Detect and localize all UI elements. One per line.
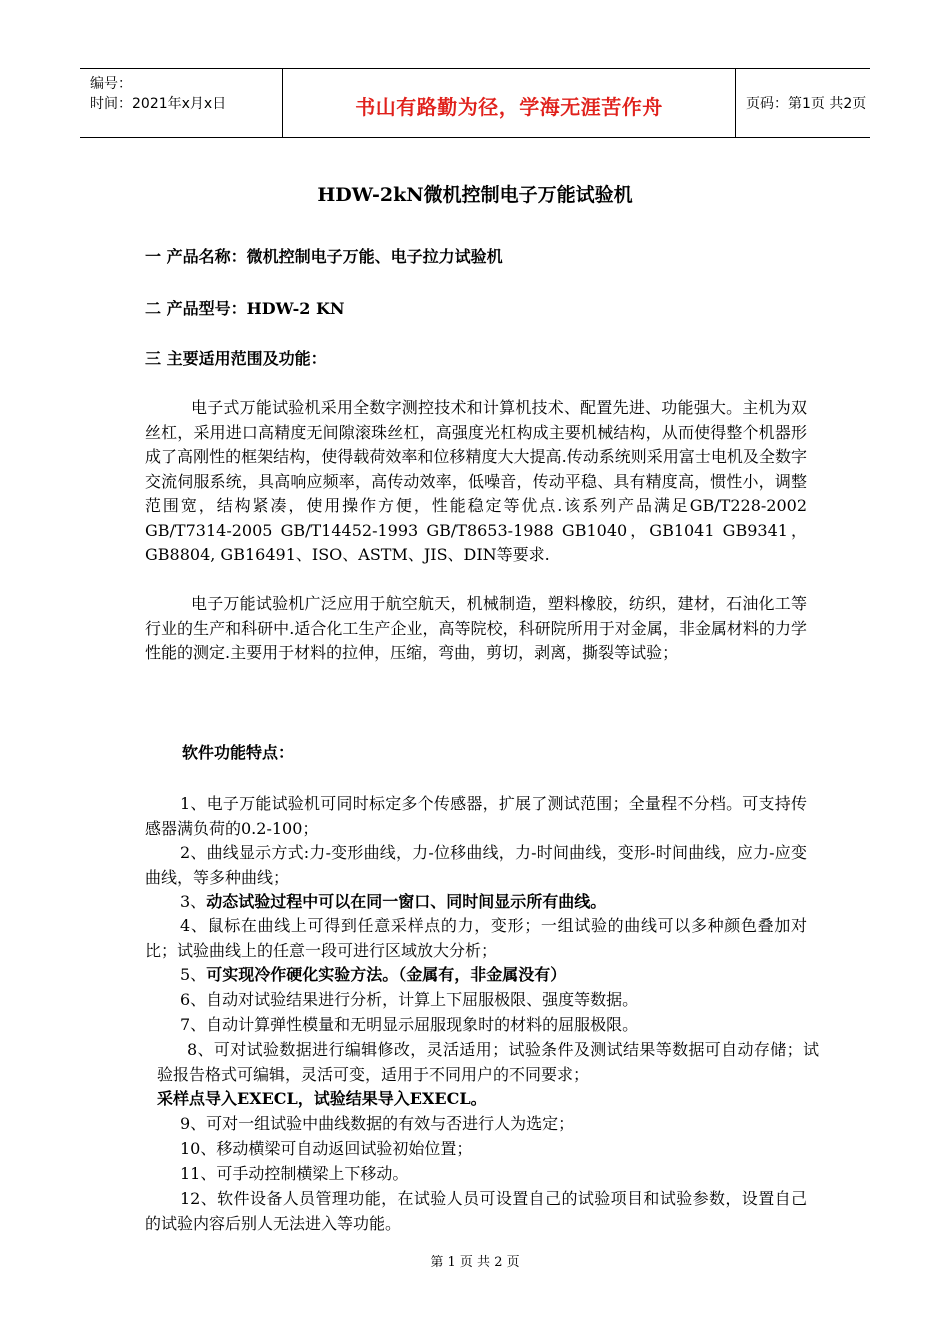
feature-5-number: 5、 [180, 965, 207, 984]
page-footer: 第 1 页 共 2 页 [430, 1255, 520, 1270]
section-product-model: 二 产品型号：HDW-2 KN [145, 299, 345, 318]
paragraph-description: 电子式万能试验机采用全数字测控技术和计算机技术、配置先进、功能强大。主机为双丝杠，采用进口高精度无间隙滚珠丝杠，高强度光杠构成主要机械结构，从而使得整个机器形成了高刚性的框架结构，使得载荷效率和位移精度大大提高.传动系统则采用富士电机及全数字交流伺服系统，具高响应频率，高传动效率，低噪音，传动平稳、具有精度高，惯性小，调整范围宽，结构紧凑，使用操作方便，性能稳定等优点.该系列产品满足GB/T228-2002 GB/T7314-2005 GB/T14452-1993 GB/T8653-1988 GB1040，GB1041 GB9341，GB8804, GB16491、ISO、ASTM、JIS、DIN等要求. [145, 398, 807, 564]
feature-item-10: 10、移动横梁可自动返回试验初始位置； [180, 1139, 473, 1158]
motto-text: 书山有路勤为径，学海无涯苦作舟 [355, 95, 663, 119]
feature-3-number: 3、 [180, 892, 207, 911]
feature-item-8-bold: 采样点导入EXECL，试验结果导入EXECL。 [157, 1089, 487, 1108]
feature-3-bold-text: 动态试验过程中可以在同一窗口、同时间显示所有曲线。 [206, 892, 607, 911]
feature-item-9: 9、可对一组试验中曲线数据的有效与否进行人为选定； [180, 1114, 575, 1133]
feature-item-8: 8、可对试验数据进行编辑修改，灵活适用；试验条件及测试结果等数据可自动存储；试验报告格式可编辑，灵活可变，适用于不同用户的不同要求； [157, 1040, 819, 1084]
feature-5-bold-text: 可实现冷作硬化实验方法。（金属有，非金属没有） [206, 965, 567, 984]
document-title: HDW-2kN微机控制电子万能试验机 [317, 184, 633, 206]
page-number-info: 页码：第1页 共2页 [746, 96, 867, 112]
feature-item-6: 6、自动对试验结果进行分析，计算上下屈服极限、强度等数据。 [180, 990, 639, 1009]
feature-item-1: 1、电子万能试验机可同时标定多个传感器，扩展了测试范围；全量程不分档。可支持传感器满负荷的0.2-100； [145, 794, 807, 838]
feature-item-11: 11、可手动控制横梁上下移动。 [180, 1164, 409, 1183]
feature-item-5 [180, 963, 566, 988]
document-number: 编号： [90, 76, 132, 92]
feature-item-12: 12、软件设备人员管理功能，在试验人员可设置自己的试验项目和试验参数，设置自己的试验内容后别人无法进入等功能。 [145, 1189, 807, 1233]
section-product-name: 一 产品名称：微机控制电子万能、电子拉力试验机 [145, 247, 503, 266]
feature-item-2: 2、曲线显示方式:力-变形曲线，力-位移曲线，力-时间曲线，变形-时间曲线，应力-应变曲线，等多种曲线； [145, 843, 807, 887]
section-scope-title: 三 主要适用范围及功能： [145, 349, 327, 368]
feature-item-3 [180, 890, 606, 915]
header-left-cell [80, 69, 282, 137]
feature-item-4: 4、鼠标在曲线上可得到任意采样点的力，变形；一组试验的曲线可以多种颜色叠加对比；试验曲线上的任意一段可进行区域放大分析； [145, 916, 807, 960]
header-motto-cell [282, 69, 736, 137]
paragraph-applications: 电子万能试验机广泛应用于航空航天，机械制造，塑料橡胶，纺织，建材，石油化工等行业的生产和科研中.适合化工生产企业，高等院校，科研院所用于对金属，非金属材料的力学性能的测定.主要用于材料的拉伸，压缩，弯曲，剪切，剥离，撕裂等试验； [145, 594, 807, 662]
software-features-title: 软件功能特点： [182, 743, 295, 762]
document-date: 时间：2021年x月x日 [90, 96, 227, 112]
feature-item-7: 7、自动计算弹性模量和无明显示屈服现象时的材料的屈服极限。 [180, 1015, 639, 1034]
page-header [80, 68, 870, 138]
